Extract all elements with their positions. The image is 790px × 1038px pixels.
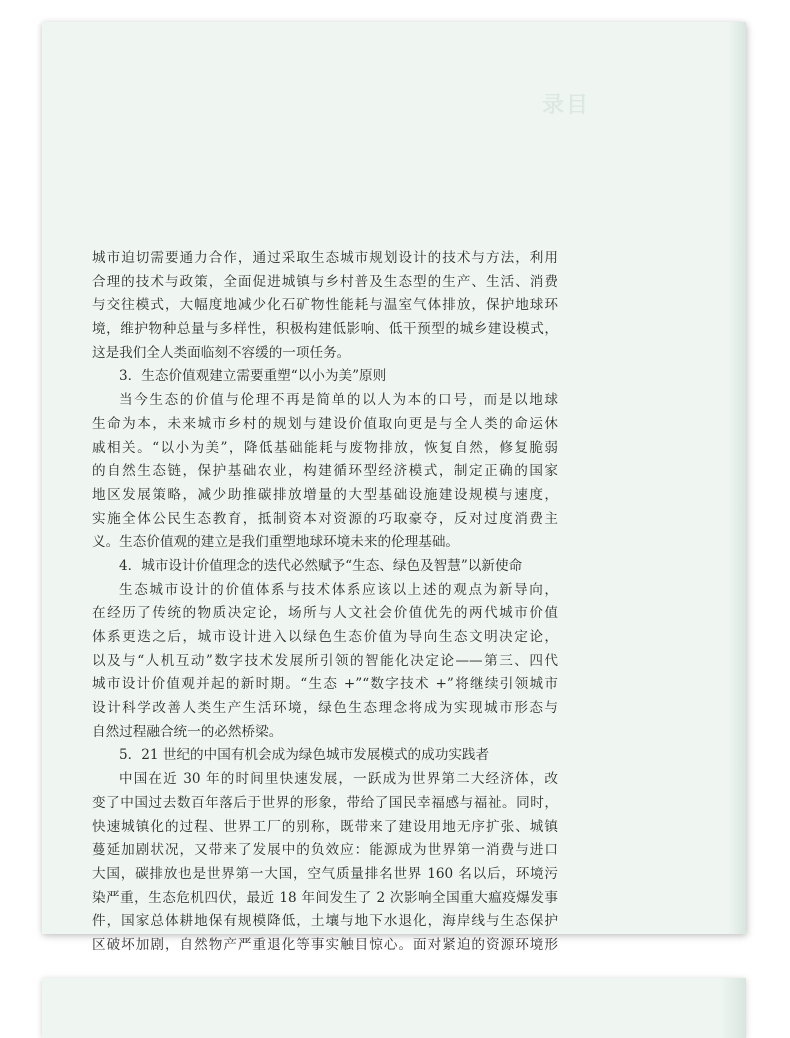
text-line: 以及与“人机互动”数字技术发展所引领的智能化决定论——第三、四代 bbox=[92, 652, 558, 669]
text-line: 实施全体公民生态教育，抵制资本对资源的巧取豪夺，反对过度消费主 bbox=[92, 510, 558, 527]
text-line: 5．21 世纪的中国有机会成为绿色城市发展模式的成功实践者 bbox=[119, 747, 490, 764]
text-line: 这是我们全人类面临刻不容缓的一项任务。 bbox=[92, 344, 351, 361]
paragraph bbox=[92, 389, 558, 555]
text-line: 大国，碳排放也是世界第一大国，空气质量排名世界 160 名以后，环境污 bbox=[92, 865, 558, 882]
show-through-heading: 录目 bbox=[542, 92, 591, 118]
text-line: 变了中国过去数百年落后于世界的形象，带给了国民幸福感与福祉。同时， bbox=[92, 794, 558, 811]
text-line: 当今生态的价值与伦理不再是简单的以人为本的口号，而是以地球 bbox=[119, 392, 558, 409]
section-heading bbox=[92, 365, 558, 389]
text-line: 合理的技术与政策，全面促进城镇与乡村普及生态型的生产、生活、消费 bbox=[92, 273, 558, 290]
text-line: 境，维护物种总量与多样性，积极构建低影响、低干预型的城乡建设模式， bbox=[92, 321, 558, 338]
text-line: 蔓延加剧状况，又带来了发展中的负效应：能源成为世界第一消费与进口 bbox=[92, 842, 558, 859]
text-line: 体系更迭之后，城市设计进入以绿色生态价值为导向生态文明决定论， bbox=[92, 629, 558, 645]
text-line: 件，国家总体耕地保有规模降低，土壤与地下水退化，海岸线与生态保护 bbox=[92, 913, 558, 930]
text-line: 自然过程融合统一的必然桥梁。 bbox=[92, 723, 283, 740]
book-page bbox=[42, 22, 746, 953]
text-line: 生命为本，未来城市乡村的规划与建设价值取向更是与全人类的命运休 bbox=[92, 415, 558, 432]
section-heading bbox=[92, 555, 558, 579]
text-line: 与交往模式，大幅度地减少化石矿物性能耗与温室气体排放，保护地球环 bbox=[92, 297, 558, 314]
text-line: 染严重，生态危机四伏，最近 18 年间发生了 2 次影响全国重大瘟疫爆发事 bbox=[92, 889, 558, 906]
page-edge-shadow bbox=[728, 22, 746, 934]
text-line: 4．城市设计价值理念的迭代必然赋予“生态、绿色及智慧”以新使命 bbox=[119, 557, 523, 574]
text-line: 3．生态价值观建立需要重塑“以小为美”原则 bbox=[119, 368, 387, 385]
text-line: 戚相关。“以小为美”，降低基础能耗与废物排放，恢复自然，修复脆弱 bbox=[92, 439, 558, 456]
section-heading bbox=[92, 744, 558, 768]
paragraph bbox=[92, 768, 558, 958]
text-line: 在经历了传统的物质决定论，场所与人文社会价值优先的两代城市价值 bbox=[92, 605, 558, 622]
text-line: 快速城镇化的过程、世界工厂的别称，既带来了建设用地无序扩张、城镇 bbox=[92, 818, 558, 835]
text-line: 设计科学改善人类生产生活环境，绿色生态理念将成为实现城市形态与 bbox=[92, 700, 558, 717]
text-line: 地区发展策略，减少助推碳排放增量的大型基础设施建设规模与速度， bbox=[92, 486, 558, 503]
text-line: 城市迫切需要通力合作，通过采取生态城市规划设计的技术与方法，利用 bbox=[92, 250, 558, 266]
next-page-edge bbox=[42, 978, 746, 1038]
text-line: 的自然生态链，保护基础农业，构建循环型经济模式，制定正确的国家 bbox=[92, 463, 558, 480]
paragraph bbox=[92, 579, 558, 745]
text-line: 义。生态价值观的建立是我们重塑地球环境未来的伦理基础。 bbox=[92, 534, 460, 551]
text-line: 区破坏加剧，自然物产严重退化等事实触目惊心。面对紧迫的资源环境形 bbox=[92, 936, 558, 953]
body-text bbox=[92, 247, 558, 958]
text-line: 中国在近 30 年的时间里快速发展，一跃成为世界第二大经济体，改 bbox=[119, 771, 558, 788]
paragraph bbox=[92, 247, 558, 365]
text-line: 生态城市设计的价值体系与技术体系应该以上述的观点为新导向， bbox=[119, 581, 558, 598]
page-edge-shadow bbox=[720, 978, 746, 1038]
text-line: 城市设计价值观并起的新时期。“生态 +”“数字技术 +”将继续引领城市 bbox=[92, 676, 558, 693]
